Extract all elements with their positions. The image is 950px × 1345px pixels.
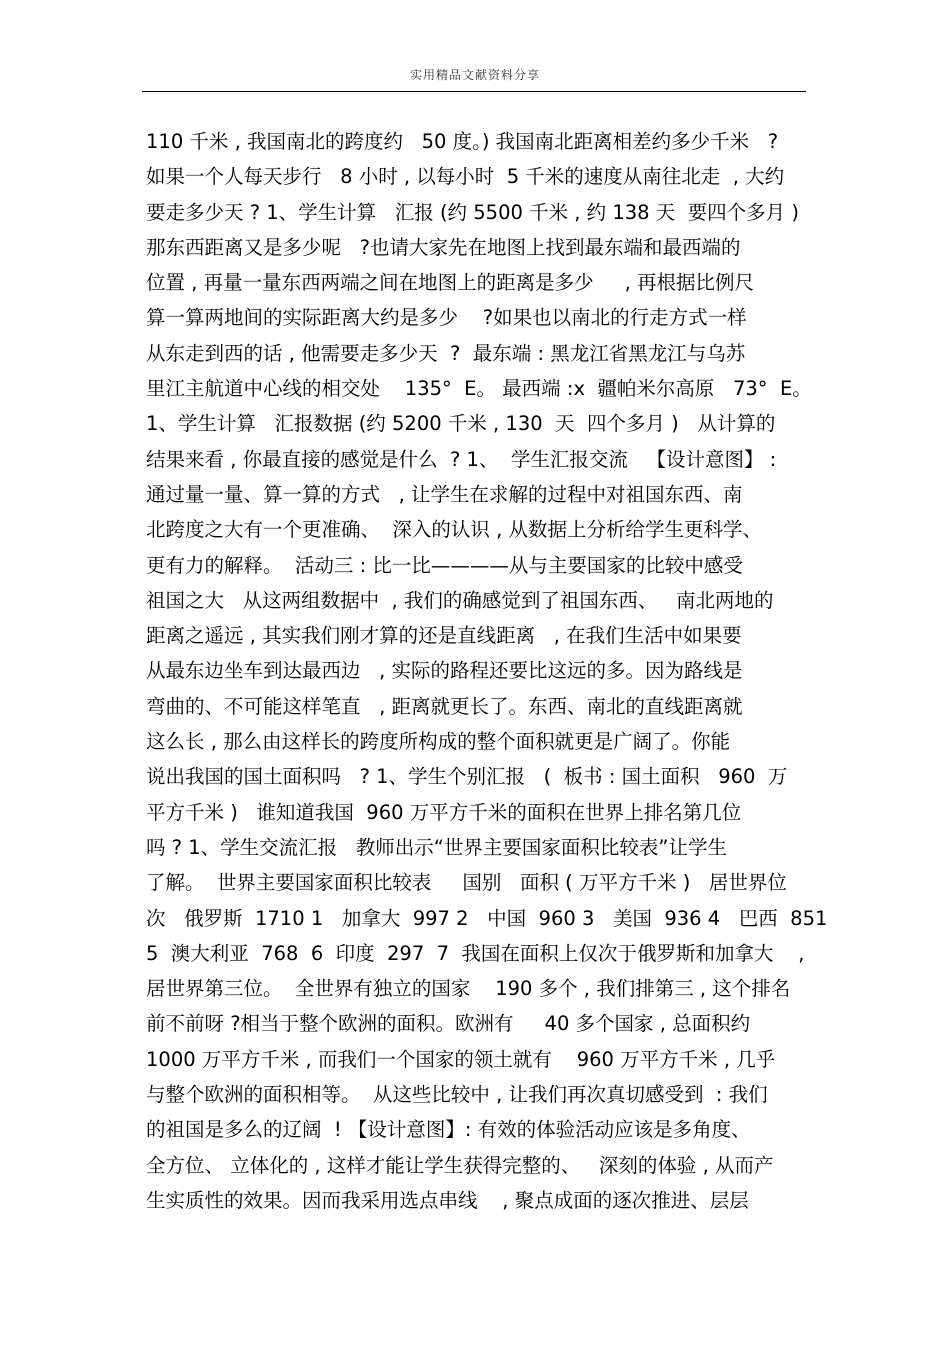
- text-line: 的祖国是多么的辽阔 ! 【设计意图】: 有效的体验活动应该是多角度、: [146, 1118, 751, 1142]
- text-line: 次 俄罗斯 1710 1 加拿大 997 2 中国 960 3 美国 936 4 巴西 851: [146, 906, 828, 930]
- text-line: 说出我国的国土面积吗 ? 1、学生个别汇报 ( 板书 : 国土面积 960 万: [146, 765, 788, 789]
- text-line: 前不前呀 ?相当于整个欧洲的面积。欧洲有 40 多个国家 , 总面积约: [146, 1012, 751, 1036]
- text-line: 距离之遥远 , 其实我们刚才算的还是直线距离 , 在我们生活中如果要: [146, 624, 742, 648]
- text-line: 生实质性的效果。因而我采用选点串线 , 聚点成面的逐次推进、层层: [146, 1188, 749, 1212]
- text-line: 这么长 , 那么由这样长的跨度所构成的整个面积就更是广阔了。你能: [146, 730, 731, 754]
- text-line: 弯曲的、不可能这样笔直 , 距离就更长了。东西、南北的直线距离就: [146, 694, 743, 718]
- text-line: 北跨度之大有一个更准确、 深入的认识 , 从数据上分析给学生更科学、: [146, 518, 762, 542]
- text-line: 祖国之大 从这两组数据中 , 我们的确感觉到了祖国东西、 南北两地的: [146, 588, 774, 612]
- text-line: 与整个欧洲的面积相等。 从这些比较中 , 让我们再次真切感受到 : 我们: [146, 1083, 768, 1107]
- text-line: 如果一个人每天步行 8 小时 , 以每小时 5 千米的速度从南往北走 , 大约: [146, 165, 785, 189]
- document-body: [146, 124, 828, 1218]
- text-line: 从东走到西的话 , 他需要走多少天 ? 最东端 : 黑龙江省黑龙江与乌苏: [146, 341, 746, 365]
- text-line: 位置 , 再量一量东西两端之间在地图上的距离是多少 , 再根据比例尺: [146, 271, 754, 295]
- header-divider: [142, 91, 806, 92]
- text-line: 1000 万平方千米 , 而我们一个国家的领土就有 960 万平方千米 , 几乎: [146, 1047, 776, 1071]
- text-line: 110 千米 , 我国南北的跨度约 50 度。) 我国南北距离相差约多少千米 ?: [146, 130, 779, 153]
- text-line: 算一算两地间的实际距离大约是多少 ?如果也以南北的行走方式一样: [146, 306, 747, 330]
- text-line: 那东西距离又是多少呢 ?也请大家先在地图上找到最东端和最西端的: [146, 235, 741, 259]
- text-line: 居世界第三位。 全世界有独立的国家 190 多个 , 我们排第三 , 这个排名: [146, 977, 791, 1001]
- page-header-title: 实用精品文献资料分享: [409, 68, 540, 82]
- text-line: 平方千米 ) 谁知道我国 960 万平方千米的面积在世界上排名第几位: [146, 800, 742, 824]
- text-line: 1、学生计算 汇报数据 (约 5200 千米 , 130 天 四个多月 ) 从计算的: [146, 412, 776, 436]
- text-line: 结果来看 , 你最直接的感觉是什么 ? 1、 学生汇报交流 【设计意图】 :: [146, 447, 777, 471]
- text-line: 要走多少天 ? 1、学生计算 汇报 (约 5500 千米 , 约 138 天 要四个多月 ): [146, 200, 799, 224]
- text-line: 吗 ? 1、学生交流汇报 教师出示“世界主要国家面积比较表”让学生: [146, 835, 727, 859]
- text-line: 更有力的解释。 活动三 : 比一比————从与主要国家的比较中感受: [146, 553, 743, 577]
- text-line: 从最东边坐车到达最西边 , 实际的路程还要比这远的多。因为路线是: [146, 659, 743, 683]
- text-line: 5 澳大利亚 768 6 印度 297 7 我国在面积上仅次于俄罗斯和加拿大 ,: [146, 941, 805, 965]
- text-line: 通过量一量、算一算的方式 , 让学生在求解的过程中对祖国东西、南: [146, 482, 743, 506]
- text-line: 了解。 世界主要国家面积比较表 国别 面积 ( 万平方千米 ) 居世界位: [146, 871, 787, 895]
- text-line: 全方位、 立体化的 , 这样才能让学生获得完整的、 深刻的体验 , 从而产: [146, 1153, 774, 1177]
- text-line: 里江主航道中心线的相交处 135° E。 最西端 :x 疆帕米尔高原 73° E。: [146, 377, 812, 401]
